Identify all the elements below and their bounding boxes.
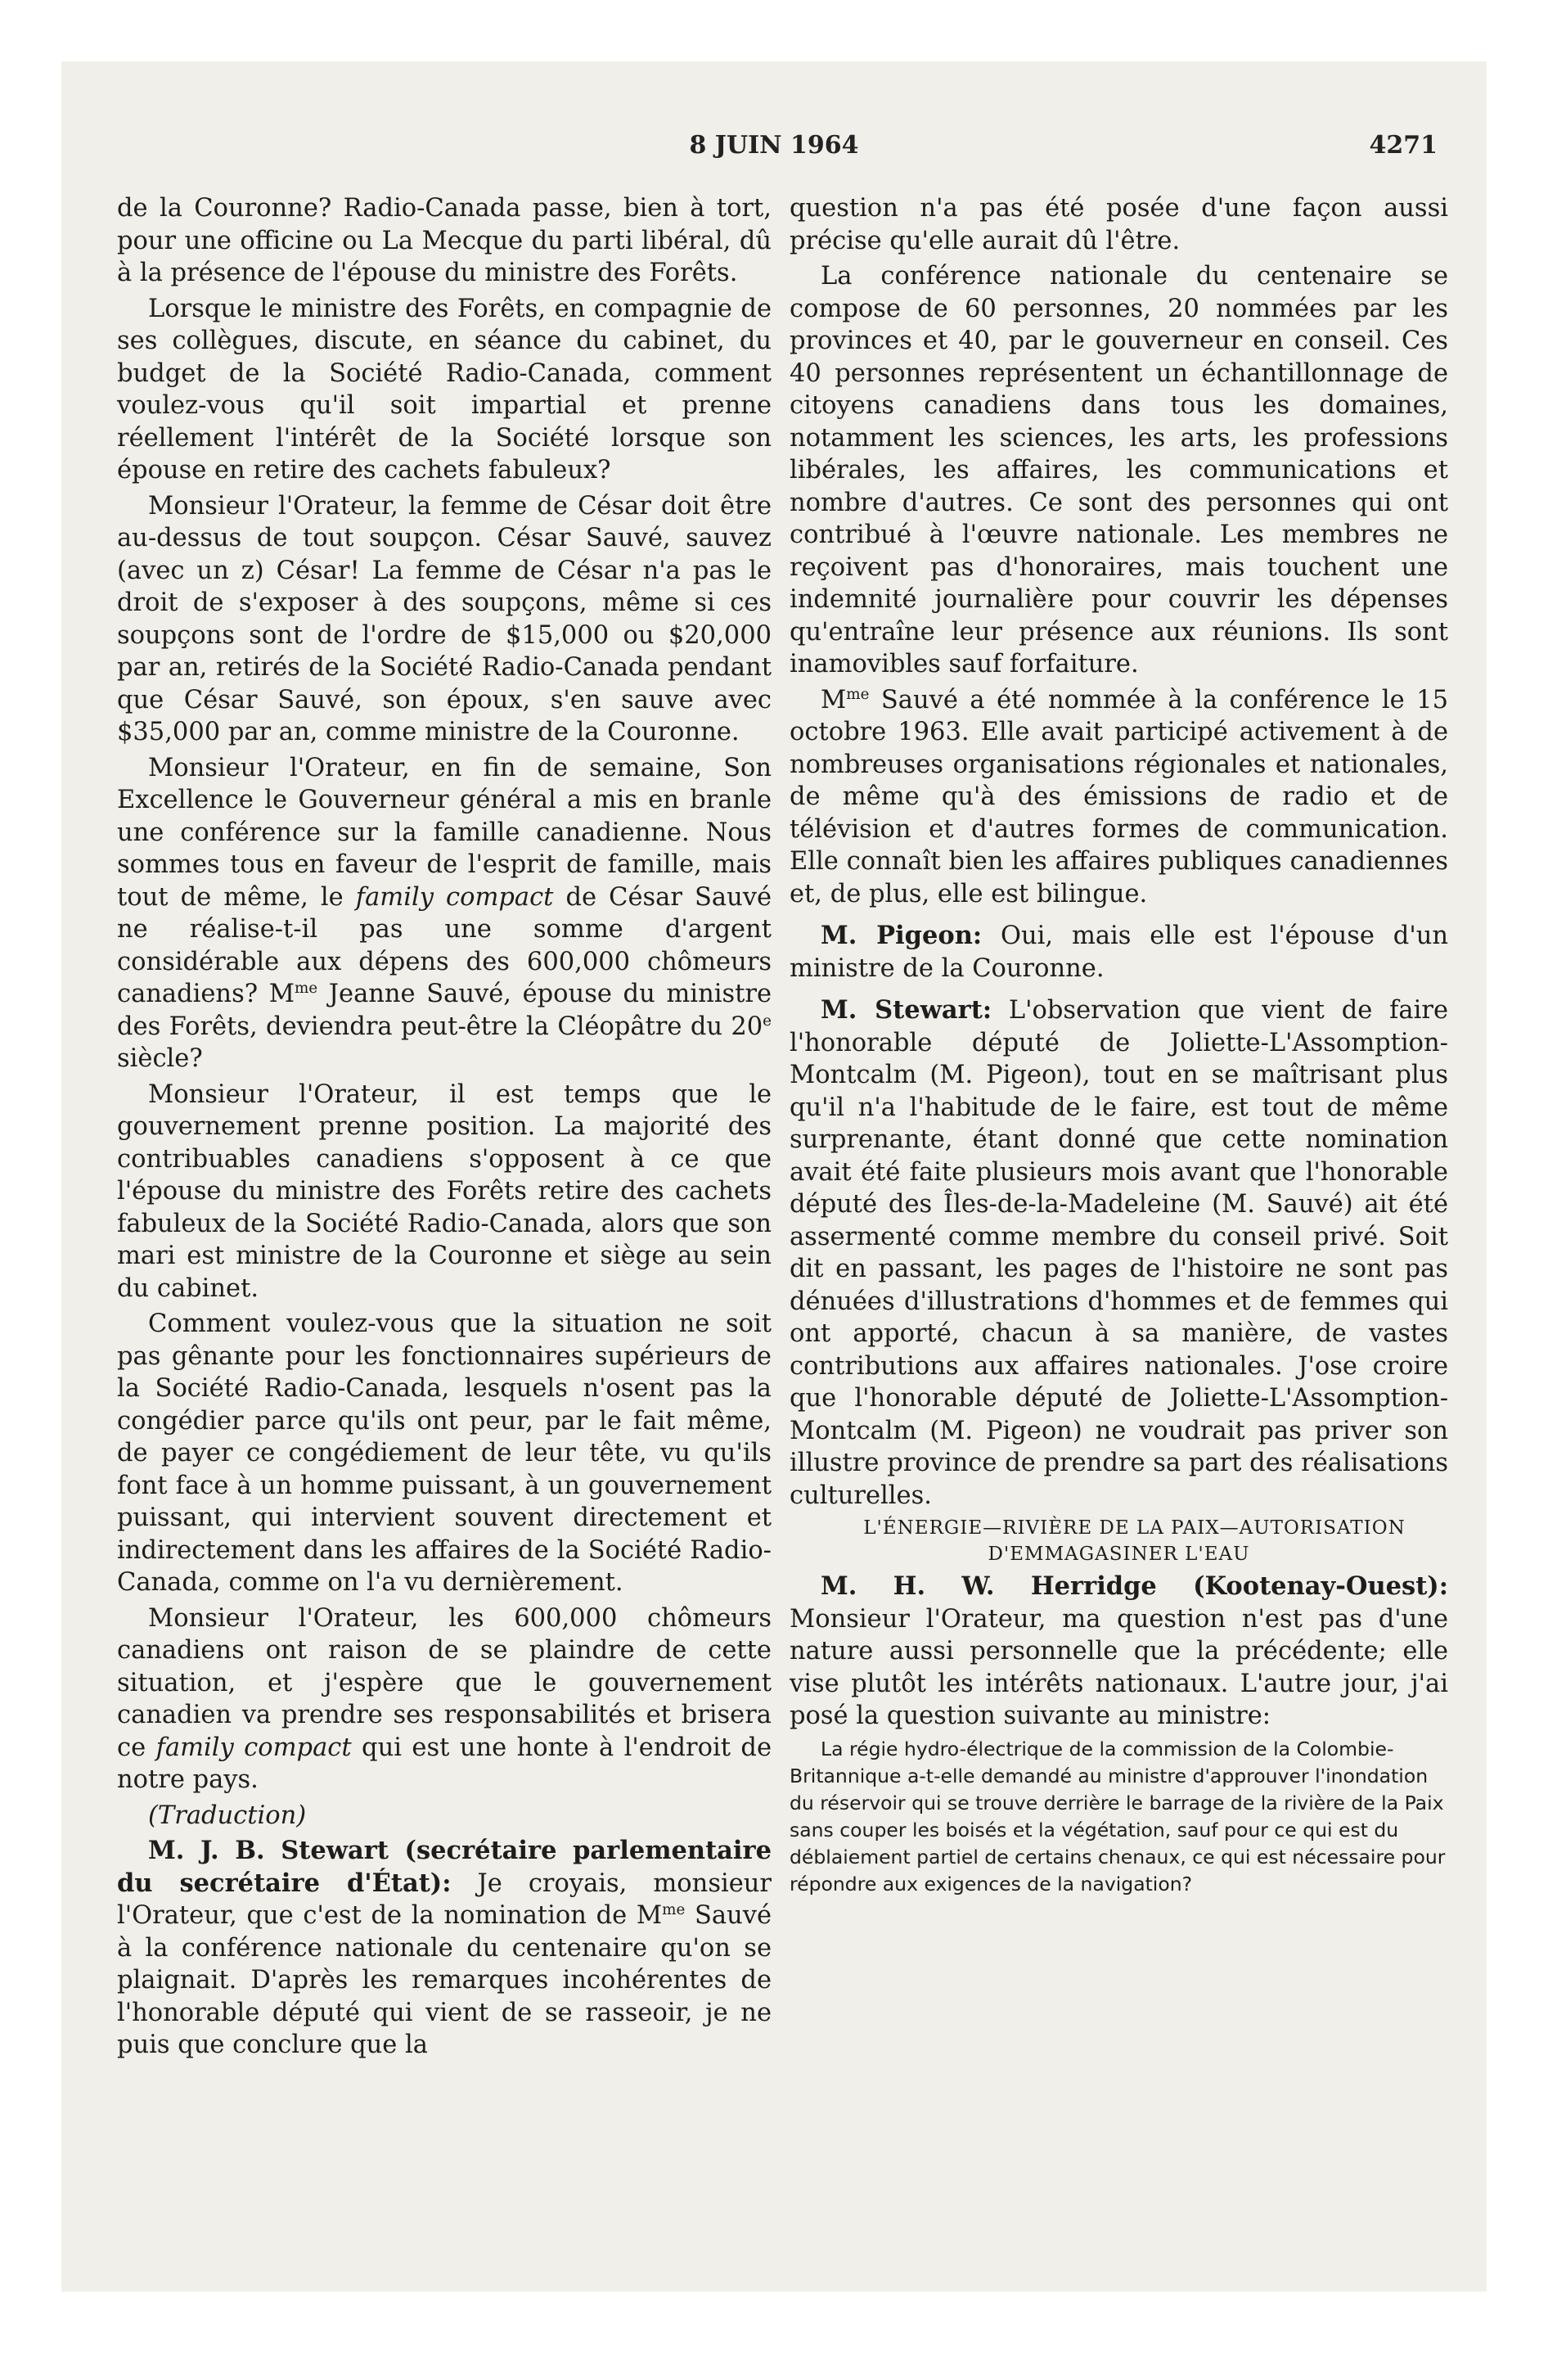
page-number: 4271: [1369, 131, 1438, 160]
emphasis: family compact: [155, 1733, 352, 1762]
speaker-paragraph: [790, 994, 1448, 1512]
superscript: me: [662, 1900, 686, 1918]
right-column: [790, 192, 1448, 1901]
text-run: Jeanne Sauvé, épouse du ministre des Forêts, deviendra peut-être la Cléopâtre du 20: [117, 980, 772, 1041]
speaker-paragraph: [790, 920, 1448, 985]
text-run: L'observation que vient de faire l'honorable député de Joliette-L'Assomption-Montcalm (M. Pigeon), tout en se maîtrisant plus qu'il n'a l'habitude de le faire, est tout de même surprenante, étant donné que cette nomination avait été faite plusieurs mois avant que l'honorable député des Îles-de-la-Madeleine (M. Sauvé) ait été assermenté comme membre du conseil privé. Soit dit en passant, les pages de l'histoire ne sont pas dénuées d'illustrations d'hommes et de femmes qui ont apporté, chacun à sa manière, de vastes contributions aux affaires nationales. J'ose croire que l'honorable député de Joliette-L'Assomption-Montcalm (M. Pigeon) ne voudrait pas priver son illustre province de prendre sa part des réalisations culturelles.: [790, 996, 1448, 1510]
speaker-paragraph: [790, 1571, 1448, 1733]
section-heading: [790, 1515, 1448, 1567]
heading-line: L'ÉNERGIE—RIVIÈRE DE LA PAIX—AUTORISATION: [863, 1517, 1406, 1539]
paragraph: Monsieur l'Orateur, la femme de César doit être au-dessus de tout soupçon. César Sauvé, sauvez (avec un z) César! La femme de César n'a pas le droit de s'exposer à des soupçons, même si ces soupçons sont de l'ordre de $15,000 ou $20,000 par an, retirés de la Société Radio-Canada pendant que César Sauvé, son époux, s'en sauve avec $35,000 par an, comme ministre de la Couronne.: [117, 491, 772, 746]
paragraph: [790, 684, 1448, 911]
text-run: siècle?: [117, 1044, 203, 1073]
emphasis: family compact: [355, 882, 554, 912]
text-run: Oui, mais elle est l'épouse d'un ministre de la Couronne.: [790, 922, 1448, 983]
left-column: [117, 192, 772, 2065]
speaker-name: M. Pigeon:: [821, 921, 983, 950]
paragraph: Comment voulez-vous que la situation ne soit pas gênante pour les fonctionnaires supérieurs de la Société Radio-Canada, lesquels n'osent pas la congédier parce qu'ils ont peur, par le fait même, de payer ce congédiement de leur tête, vu qu'ils font face à un homme puissant, à un gouvernement puissant, qui intervient souvent directement et indirectement dans les affaires de la Société Radio-Canada, comme on l'a vu dernièrement.: [117, 1309, 772, 1597]
text-run: M: [821, 685, 847, 714]
paragraph: [117, 752, 772, 1075]
superscript: me: [294, 979, 318, 997]
text-run: Je croyais, monsieur l'Orateur, que c'est de la nomination de M: [117, 1868, 772, 1930]
paragraph: [117, 1602, 772, 1796]
speaker-name: M. Stewart:: [821, 995, 992, 1025]
paragraph: question n'a pas été posée d'une façon aussi précise qu'elle aurait dû l'être.: [790, 194, 1448, 255]
paragraph: La conférence nationale du centenaire se compose de 60 personnes, 20 nommées par les provinces et 40, par le gouverneur en conseil. Ces 40 personnes représentent un échantillonnage de citoyens canadiens dans tous les domaines, notamment les sciences, les arts, les professions libérales, les affaires, les communications et nombre d'autres. Ce sont des personnes qui ont contribué à l'œuvre nationale. Les membres ne reçoivent pas d'honoraires, mais touchent une indemnité journalière pour couvrir les dépenses qu'entraîne leur présence aux réunions. Ils sont inamovibles sauf forfaiture.: [790, 262, 1448, 678]
block-quote: La régie hydro-électrique de la commission de la Colombie-Britannique a-t-elle demandé au ministre d'approuver l'inondation du réservoir qui se trouve derrière le barrage de la rivière de la Paix sans couper les boisés et la végétation, sauf pour ce qui est du déblaiement partiel de certains chenaux, ce qui est nécessaire pour répondre aux exigences de la navigation?: [790, 1737, 1446, 1895]
header-date: 8 JUIN 1964: [689, 131, 859, 160]
speaker-paragraph: [117, 1835, 772, 2062]
translation-note: (Traduction): [148, 1801, 307, 1830]
text-run: qui est une honte à l'endroit de notre pays.: [117, 1733, 772, 1794]
text-run: Monsieur l'Orateur, en fin de semaine, Son Excellence le Gouverneur général a mis en branle une conférence sur la famille canadienne. Nous sommes tous en faveur de l'esprit de famille, mais tout de même, le: [117, 753, 772, 912]
text-run: Sauvé a été nommée à la conférence le 15 octobre 1963. Elle avait participé activement à de nombreuses organisations régionales et nationales, de même qu'à des émissions de radio et de télévision et d'autres formes de communication. Elle connaît bien les affaires publiques canadiennes et, de plus, elle est bilingue.: [790, 685, 1448, 908]
superscript: e: [763, 1012, 772, 1030]
paragraph: Lorsque le ministre des Forêts, en compagnie de ses collègues, discute, en séance du cabinet, du budget de la Société Radio-Canada, comment voulez-vous qu'il soit impartial et prenne réellement l'intérêt de la Société lorsque son épouse en retire des cachets fabuleux?: [117, 294, 772, 485]
text-run: de César Sauvé ne réalise-t-il pas une somme d'argent considérable aux dépens des 600,000 chômeurs canadiens? M: [117, 882, 772, 1008]
paragraph: Monsieur l'Orateur, il est temps que le gouvernement prenne position. La majorité des contribuables canadiens s'opposent à ce que l'épouse du ministre des Forêts retire des cachets fabuleux de la Société Radio-Canada, alors que son mari est ministre de la Couronne et siège au sein du cabinet.: [117, 1080, 772, 1303]
heading-line: D'EMMAGASINER L'EAU: [988, 1544, 1250, 1565]
text-run: Monsieur l'Orateur, les 600,000 chômeurs canadiens ont raison de se plaindre de cette situation, et j'espère que le gouvernement canadien va prendre ses responsabilités et brisera ce: [117, 1603, 772, 1762]
page-header: [61, 131, 1487, 172]
paragraph: de la Couronne? Radio-Canada passe, bien à tort, pour une officine ou La Mecque du parti libéral, dû à la présence de l'épouse du ministre des Forêts.: [117, 194, 772, 287]
superscript: me: [846, 685, 870, 703]
text-run: Sauvé à la conférence nationale du centenaire qu'on se plaignait. D'après les remarques incohérentes de l'honorable député qui vient de se rasseoir, je ne puis que conclure que la: [117, 1901, 772, 2059]
text-run: Monsieur l'Orateur, ma question n'est pas d'une nature aussi personnelle que la précédente; elle vise plutôt les intérêts nationaux. L'autre jour, j'ai posé la question suivante au ministre:: [790, 1604, 1448, 1730]
speaker-name: M. H. W. Herridge (Kootenay-Ouest):: [821, 1571, 1448, 1601]
speaker-name: M. J. B. Stewart (secrétaire parlementaire du secrétaire d'État):: [117, 1836, 772, 1898]
